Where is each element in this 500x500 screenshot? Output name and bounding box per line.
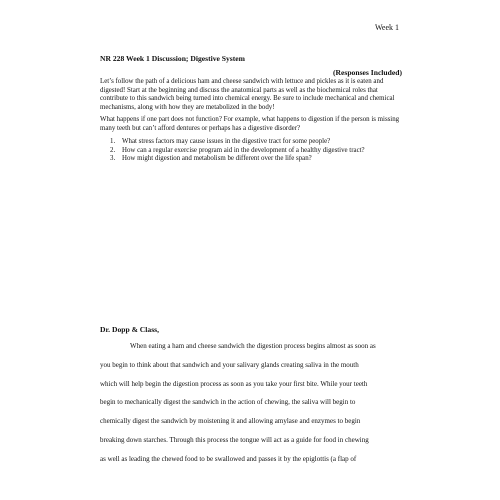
response-line: chemically digest the sandwich by moistening it and allowing amylase and enzymes to begin bbox=[100, 417, 361, 426]
responses-note: (Responses Included) bbox=[333, 68, 402, 77]
question-item bbox=[100, 138, 402, 147]
assignment-prompt bbox=[100, 54, 402, 164]
page-header-label: Week 1 bbox=[374, 23, 399, 32]
response-line: you begin to think about that sandwich and your salivary glands creating saliva in the mouth bbox=[100, 360, 359, 369]
question-number: 3. bbox=[110, 155, 116, 163]
response-line: When eating a ham and cheese sandwich the digestion process begins almost as soon as bbox=[130, 342, 376, 350]
question-text: How might digestion and metabolism be different over the life span? bbox=[122, 155, 312, 163]
question-text: What stress factors may cause issues in the digestive tract for some people? bbox=[122, 138, 331, 145]
question-list bbox=[100, 138, 402, 164]
response-line: breaking down starches. Through this process the tongue will act as a guide for food in chewing bbox=[100, 435, 369, 444]
question-item bbox=[100, 147, 402, 156]
document-title: NR 228 Week 1 Discussion; Digestive System bbox=[100, 54, 245, 63]
question-number: 2. bbox=[110, 146, 116, 154]
question-text: How can a regular exercise program aid in the development of a healthy digestive tract? bbox=[122, 146, 365, 154]
discussion-response bbox=[100, 325, 402, 469]
question-number: 1. bbox=[110, 138, 116, 145]
second-paragraph: What happens if one part does not function? For example, what happens to digestion if the person is missing many teeth but can’t afford dentures or perhaps has a digestive disorder? bbox=[100, 116, 400, 132]
response-line: as well as leading the chewed food to be swallowed and passes it by the epiglottis (a flap of bbox=[100, 454, 357, 463]
question-item bbox=[100, 155, 402, 164]
response-line: begin to mechanically digest the sandwich in the action of chewing, the saliva will begin to bbox=[100, 398, 356, 407]
response-body bbox=[100, 337, 402, 469]
intro-paragraph: Let’s follow the path of a delicious ham and cheese sandwich with lettuce and pickles as it is eaten and digested! Start at the beginning and discuss the anatomical parts as well as the biochemical roles that contribute to this sandwich being turned into chemical energy. Be sure to include mechanical and chemical mechanisms, along with how they are metabolized in the body! bbox=[100, 78, 395, 111]
response-salutation: Dr. Dopp & Class, bbox=[100, 325, 160, 334]
response-line: which will help begin the digestion process as soon as you take your first bite. While your teeth bbox=[100, 379, 368, 388]
